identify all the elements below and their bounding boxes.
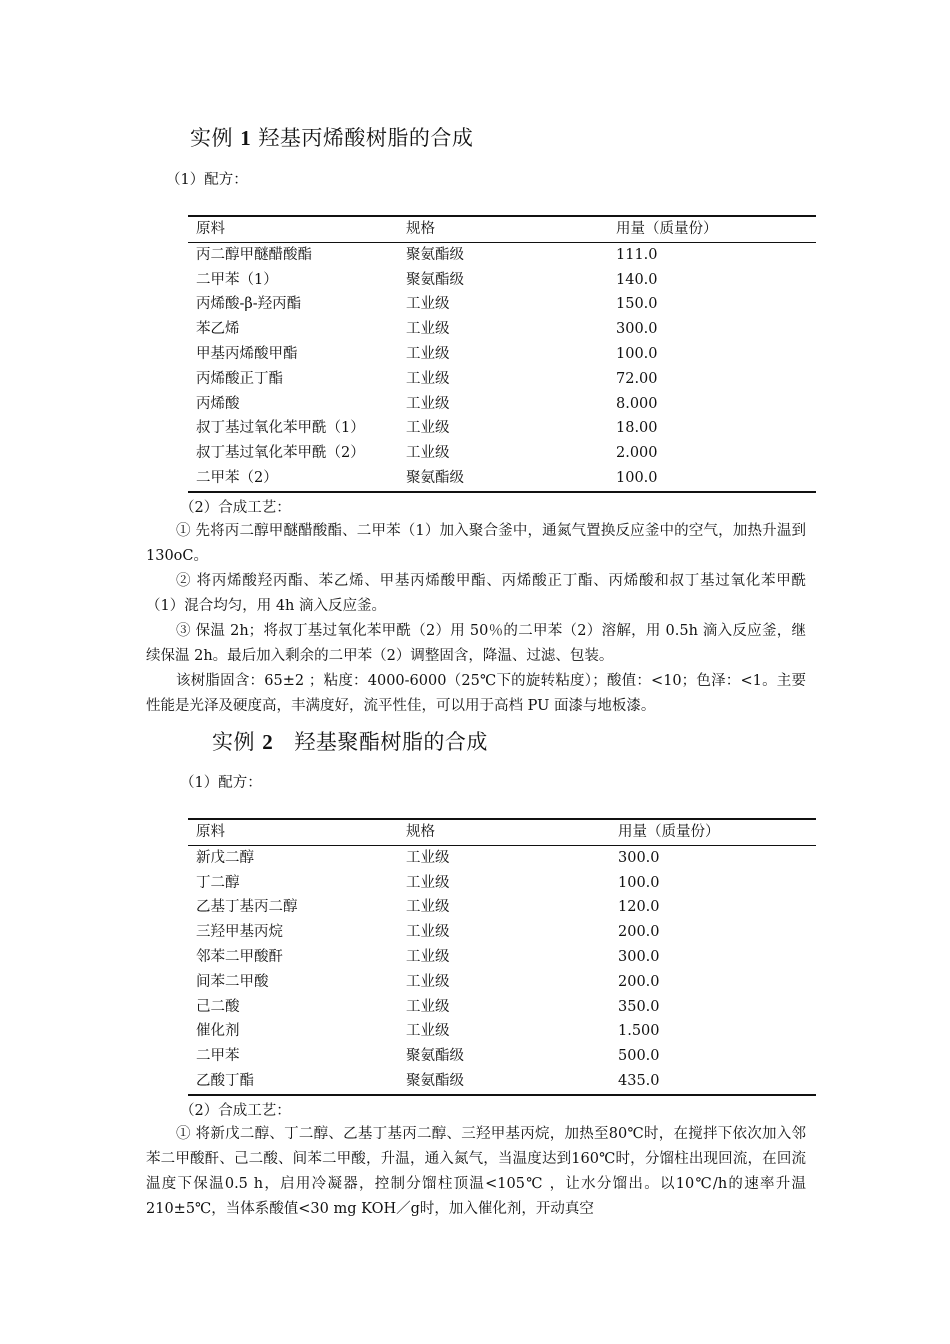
cell-material: 丙烯酸 — [196, 395, 240, 412]
cell-amount: 300.0 — [616, 321, 658, 338]
table-row — [188, 1069, 816, 1095]
cell-spec: 工业级 — [406, 998, 450, 1015]
cell-amount: 2.000 — [616, 445, 658, 462]
cell-amount: 500.0 — [618, 1048, 660, 1065]
cell-spec: 工业级 — [406, 924, 450, 941]
cell-amount: 100.0 — [616, 345, 658, 362]
table-row — [188, 945, 816, 970]
cell-amount: 300.0 — [618, 948, 660, 965]
example-2-process-label: （2）合成工艺： — [180, 1103, 291, 1119]
cell-material: 甲基丙烯酸甲酯 — [196, 345, 298, 362]
example-1-process-label: （2）合成工艺： — [180, 500, 291, 516]
cell-spec: 聚氨酯级 — [406, 271, 464, 288]
cell-spec: 工业级 — [406, 370, 450, 387]
cell-material: 间苯二甲酸 — [196, 973, 269, 990]
cell-spec: 聚氨酯级 — [398, 466, 608, 492]
cell-material: 二甲苯（2） — [188, 466, 398, 492]
example-1-step-2: ② 将丙烯酸羟丙酯、苯乙烯、甲基丙烯酸甲酯、丙烯酸正丁酯、丙烯酸和叔丁基过氧化苯甲酰（1）混合均匀，用 4h 滴入反应釜。 — [146, 573, 806, 614]
example-2-title-prefix: 实例 — [212, 730, 255, 754]
table-row — [188, 970, 816, 995]
table-row — [188, 920, 816, 945]
cell-spec: 工业级 — [406, 420, 450, 437]
header-amount: 用量（质量份） — [610, 819, 816, 845]
table-row — [188, 367, 816, 392]
cell-amount: 350.0 — [618, 998, 660, 1015]
example-2-process-body — [146, 1122, 806, 1222]
cell-material: 丙烯酸正丁酯 — [196, 370, 283, 387]
cell-spec: 工业级 — [406, 948, 450, 965]
cell-material: 叔丁基过氧化苯甲酰（2） — [196, 445, 365, 462]
header-spec: 规格 — [398, 819, 610, 845]
table-header-row — [188, 819, 816, 845]
table-row — [188, 416, 816, 441]
table-row — [188, 895, 816, 920]
table-row — [188, 871, 816, 896]
cell-material: 叔丁基过氧化苯甲酰（1） — [196, 420, 365, 437]
cell-material: 丁二醇 — [196, 874, 240, 891]
example-1-step-3: ③ 保温 2h；将叔丁基过氧化苯甲酰（2）用 50％的二甲苯（2）溶解，用 0.5h 滴入反应釜，继续保温 2h。最后加入剩余的二甲苯（2）调整固含，降温、过滤、包装。 — [146, 623, 806, 664]
cell-spec: 聚氨酯级 — [406, 246, 464, 263]
table-row — [188, 317, 816, 342]
table-row — [188, 242, 816, 267]
table-header-row — [188, 216, 816, 242]
example-1-process-body — [146, 519, 806, 719]
cell-amount: 150.0 — [616, 296, 658, 313]
example-2-formula-label: （1）配方： — [180, 775, 262, 791]
table-row — [188, 1019, 816, 1044]
cell-material: 邻苯二甲酸酐 — [196, 948, 283, 965]
cell-amount: 100.0 — [608, 466, 816, 492]
cell-spec: 工业级 — [406, 296, 450, 313]
cell-spec: 聚氨酯级 — [406, 1048, 464, 1065]
cell-spec: 工业级 — [406, 899, 450, 916]
example-2-title-text: 羟基聚酯树脂的合成 — [294, 730, 488, 754]
cell-amount: 300.0 — [618, 849, 660, 866]
cell-spec: 聚氨酯级 — [398, 1069, 610, 1095]
cell-amount: 72.00 — [616, 370, 658, 387]
header-amount: 用量（质量份） — [608, 216, 816, 242]
cell-amount: 1.500 — [618, 1023, 660, 1040]
example-2-recipe-table — [188, 818, 816, 1096]
cell-material: 己二酸 — [196, 998, 240, 1015]
cell-amount: 111.0 — [616, 246, 658, 263]
header-spec: 规格 — [398, 216, 608, 242]
example-2-title — [212, 726, 488, 756]
cell-material: 乙酸丁酯 — [188, 1069, 398, 1095]
example-1-formula-label: （1）配方： — [166, 172, 248, 188]
cell-spec: 工业级 — [406, 849, 450, 866]
example-2-title-number: 2 — [262, 730, 274, 754]
header-material: 原料 — [188, 216, 398, 242]
cell-amount: 120.0 — [618, 899, 660, 916]
cell-amount: 100.0 — [618, 874, 660, 891]
table-row — [188, 392, 816, 417]
cell-amount: 18.00 — [616, 420, 658, 437]
cell-amount: 200.0 — [618, 973, 660, 990]
table-row — [188, 268, 816, 293]
example-2-step-1: ① 将新戊二醇、丁二醇、乙基丁基丙二醇、三羟甲基丙烷，加热至80℃时，在搅拌下依次加入邻苯二甲酸酐、己二酸、间苯二甲酸，升温，通入氮气，当温度达到160℃时，分馏柱出现回流，在回流温度下保温0.5 h，启用冷凝器，控制分馏柱顶温<105℃ ，让水分馏出。以10℃/h的速率升温210±5℃，当体系酸值<30 mg KOH／g时，加入催化剂，开动真空 — [146, 1126, 806, 1217]
table-row — [188, 466, 816, 492]
example-1-properties: 该树脂固含：65±2 ；粘度：4000-6000（25℃下的旋转粘度）；酸值：<10；色泽：<1。主要性能是光泽及硬度高，丰满度好，流平性佳，可以用于高档 PU 面漆与地板漆。 — [146, 673, 806, 714]
cell-amount: 435.0 — [610, 1069, 816, 1095]
cell-material: 丙烯酸-β-羟丙酯 — [196, 296, 302, 313]
cell-material: 三羟甲基丙烷 — [196, 924, 283, 941]
cell-material: 二甲苯（1） — [196, 271, 278, 288]
cell-spec: 工业级 — [406, 1023, 450, 1040]
table-row — [188, 441, 816, 466]
cell-material: 苯乙烯 — [196, 321, 240, 338]
cell-amount: 140.0 — [616, 271, 658, 288]
cell-material: 乙基丁基丙二醇 — [196, 899, 298, 916]
cell-amount: 200.0 — [618, 924, 660, 941]
cell-spec: 工业级 — [406, 874, 450, 891]
example-1-step-1: ① 先将丙二醇甲醚醋酸酯、二甲苯（1）加入聚合釜中，通氮气置换反应釜中的空气，加热升温到 130oC。 — [146, 523, 806, 564]
table-row — [188, 845, 816, 870]
table-row — [188, 1044, 816, 1069]
cell-material: 丙二醇甲醚醋酸酯 — [196, 246, 312, 263]
example-1-title-number: 1 — [240, 126, 252, 150]
table-row — [188, 995, 816, 1020]
cell-material: 二甲苯 — [196, 1048, 240, 1065]
example-1-title-text: 羟基丙烯酸树脂的合成 — [258, 126, 474, 150]
header-material: 原料 — [188, 819, 398, 845]
table-row — [188, 292, 816, 317]
cell-amount: 8.000 — [616, 395, 658, 412]
cell-material: 催化剂 — [196, 1023, 240, 1040]
example-1-recipe-table — [188, 215, 816, 493]
table-row — [188, 342, 816, 367]
example-1-title-prefix: 实例 — [190, 126, 233, 150]
cell-spec: 工业级 — [406, 973, 450, 990]
cell-spec: 工业级 — [406, 321, 450, 338]
cell-spec: 工业级 — [406, 395, 450, 412]
cell-material: 新戊二醇 — [196, 849, 254, 866]
cell-spec: 工业级 — [406, 445, 450, 462]
example-1-title — [190, 122, 473, 152]
cell-spec: 工业级 — [406, 345, 450, 362]
